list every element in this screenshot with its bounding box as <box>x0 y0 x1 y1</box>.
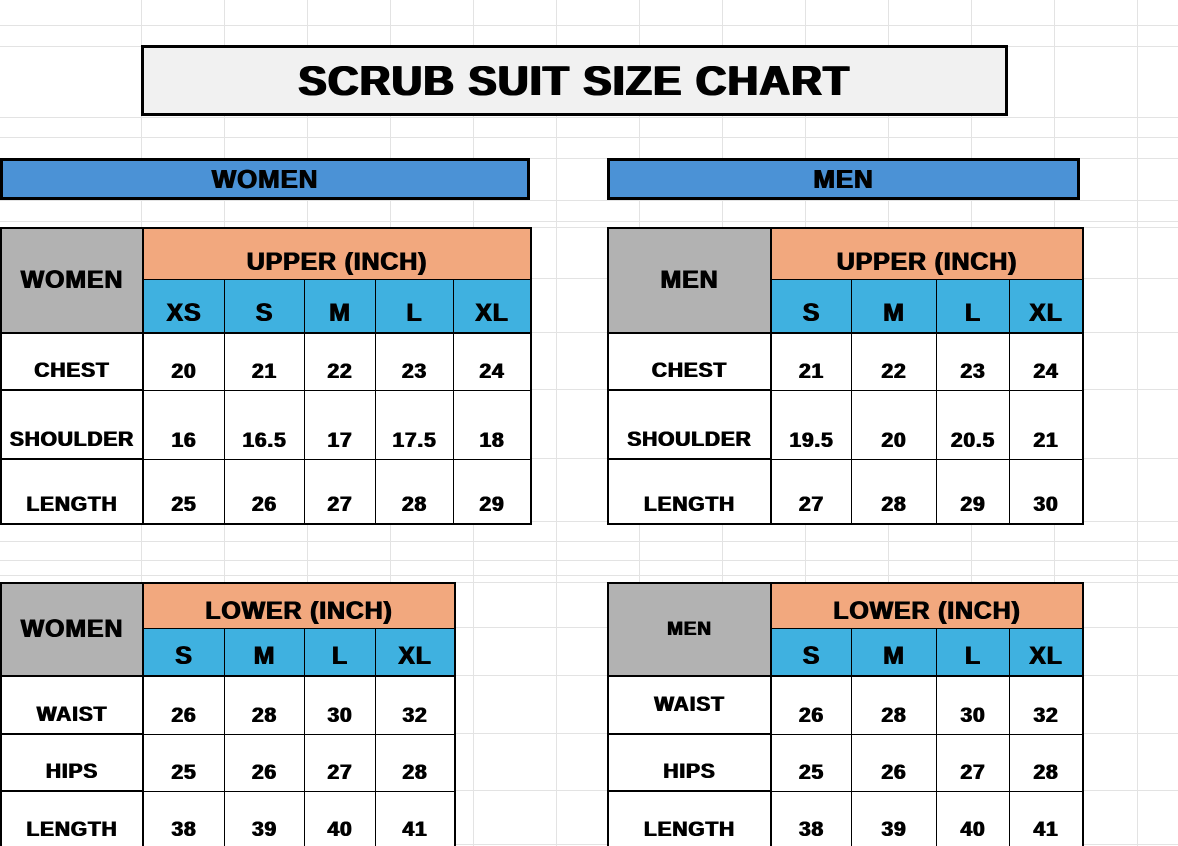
value-cell: 23 <box>376 334 454 391</box>
value-cell: 16 <box>144 391 225 460</box>
value-cell: 30 <box>1033 493 1059 516</box>
value-cell: 26 <box>225 460 305 523</box>
value-cell: 38 <box>772 792 852 846</box>
size-header-cell: XL <box>454 280 530 334</box>
value-cell: 26 <box>144 677 225 735</box>
size-header-cell: XL <box>1010 629 1082 677</box>
row-label-cell: LENGTH <box>609 792 772 846</box>
men-section-banner: MEN <box>607 158 1080 200</box>
value-cell: 19.5 <box>772 391 852 460</box>
size-header-cell: XS <box>144 280 225 334</box>
value-cell: 21 <box>1010 391 1082 460</box>
gridline-horizontal <box>0 560 1178 561</box>
value-cell: 28 <box>376 735 454 792</box>
gridline-horizontal <box>0 200 1178 201</box>
value-cell: 30 <box>937 677 1010 735</box>
value-cell: 28 <box>1010 735 1082 792</box>
value-cell: 41 <box>402 818 428 841</box>
value-cell: 16.5 <box>225 391 305 460</box>
size-header-cell: L <box>305 629 376 677</box>
value-cell: 40 <box>305 792 376 846</box>
men-lower-size-table <box>607 582 1084 846</box>
value-cell: 39 <box>225 792 305 846</box>
row-label-cell: WAIST <box>609 677 772 735</box>
section-header: UPPER (INCH) <box>144 229 530 280</box>
value-cell: 26 <box>772 677 852 735</box>
size-header-cell: S <box>772 280 852 334</box>
value-cell: 27 <box>772 460 852 523</box>
value-cell: 40 <box>937 792 1010 846</box>
value-cell: 29 <box>937 460 1010 523</box>
value-cell: 20.5 <box>937 391 1010 460</box>
table-corner-label: MEN <box>609 584 772 677</box>
row-label-cell: HIPS <box>609 735 772 792</box>
value-cell: 27 <box>937 735 1010 792</box>
value-cell: 21 <box>772 334 852 391</box>
table-corner-label: WOMEN <box>2 584 144 677</box>
section-header: UPPER (INCH) <box>772 229 1082 280</box>
row-label-cell: SHOULDER <box>609 391 772 460</box>
value-cell: 25 <box>144 460 225 523</box>
gridline-horizontal <box>0 575 1178 576</box>
value-cell: 21 <box>225 334 305 391</box>
size-header-cell: S <box>144 629 225 677</box>
section-header: LOWER (INCH) <box>144 584 454 629</box>
row-label-cell: CHEST <box>609 334 772 391</box>
women-upper-size-table <box>0 227 532 525</box>
value-cell: 20 <box>852 391 937 460</box>
value-cell: 30 <box>305 677 376 735</box>
value-cell: 28 <box>376 460 454 523</box>
gridline-vertical <box>556 0 557 846</box>
section-header: LOWER (INCH) <box>772 584 1082 629</box>
row-label-cell: SHOULDER <box>2 391 144 460</box>
gridline-horizontal <box>0 137 1178 138</box>
value-cell: 24 <box>454 334 530 391</box>
value-cell: 24 <box>1010 334 1082 391</box>
men-upper-size-table <box>607 227 1084 525</box>
size-header-cell: M <box>852 280 937 334</box>
size-header-cell: XL <box>1010 280 1082 334</box>
row-label-cell: CHEST <box>2 334 144 391</box>
size-header-cell: L <box>937 629 1010 677</box>
row-label-cell: LENGTH <box>2 792 144 846</box>
women-section-banner: WOMEN <box>0 158 530 200</box>
value-cell: 27 <box>305 460 376 523</box>
value-cell: 25 <box>772 735 852 792</box>
value-cell: 41 <box>1033 818 1059 841</box>
size-header-cell: S <box>772 629 852 677</box>
value-cell: 38 <box>144 792 225 846</box>
row-label-cell: WAIST <box>2 677 144 735</box>
size-header-cell: M <box>852 629 937 677</box>
value-cell: 28 <box>852 460 937 523</box>
gridline-vertical <box>1137 0 1138 846</box>
row-label-cell: HIPS <box>2 735 144 792</box>
value-cell: 22 <box>852 334 937 391</box>
row-label-cell: LENGTH <box>2 460 144 523</box>
value-cell: 32 <box>376 677 454 735</box>
page-title: SCRUB SUIT SIZE CHART <box>141 45 1008 116</box>
size-header-cell: S <box>225 280 305 334</box>
gridline-horizontal <box>0 541 1178 542</box>
size-header-cell: M <box>225 629 305 677</box>
value-cell: 23 <box>937 334 1010 391</box>
table-corner-label: MEN <box>609 229 772 334</box>
value-cell: 32 <box>1010 677 1082 735</box>
value-cell: 20 <box>144 334 225 391</box>
table-corner-label: WOMEN <box>2 229 144 334</box>
value-cell: 25 <box>144 735 225 792</box>
size-header-cell: L <box>937 280 1010 334</box>
value-cell: 27 <box>305 735 376 792</box>
value-cell: 28 <box>225 677 305 735</box>
value-cell: 17 <box>305 391 376 460</box>
size-header-cell: XL <box>376 629 454 677</box>
row-label-cell: LENGTH <box>609 460 772 523</box>
value-cell: 29 <box>479 493 505 516</box>
value-cell: 18 <box>454 391 530 460</box>
gridline-horizontal <box>0 221 1178 222</box>
value-cell: 26 <box>852 735 937 792</box>
value-cell: 17.5 <box>376 391 454 460</box>
size-header-cell: M <box>305 280 376 334</box>
value-cell: 39 <box>852 792 937 846</box>
gridline-horizontal <box>0 117 1178 118</box>
value-cell: 22 <box>305 334 376 391</box>
women-lower-size-table <box>0 582 456 846</box>
value-cell: 28 <box>852 677 937 735</box>
gridline-horizontal <box>0 25 1178 26</box>
size-header-cell: L <box>376 280 454 334</box>
value-cell: 26 <box>225 735 305 792</box>
